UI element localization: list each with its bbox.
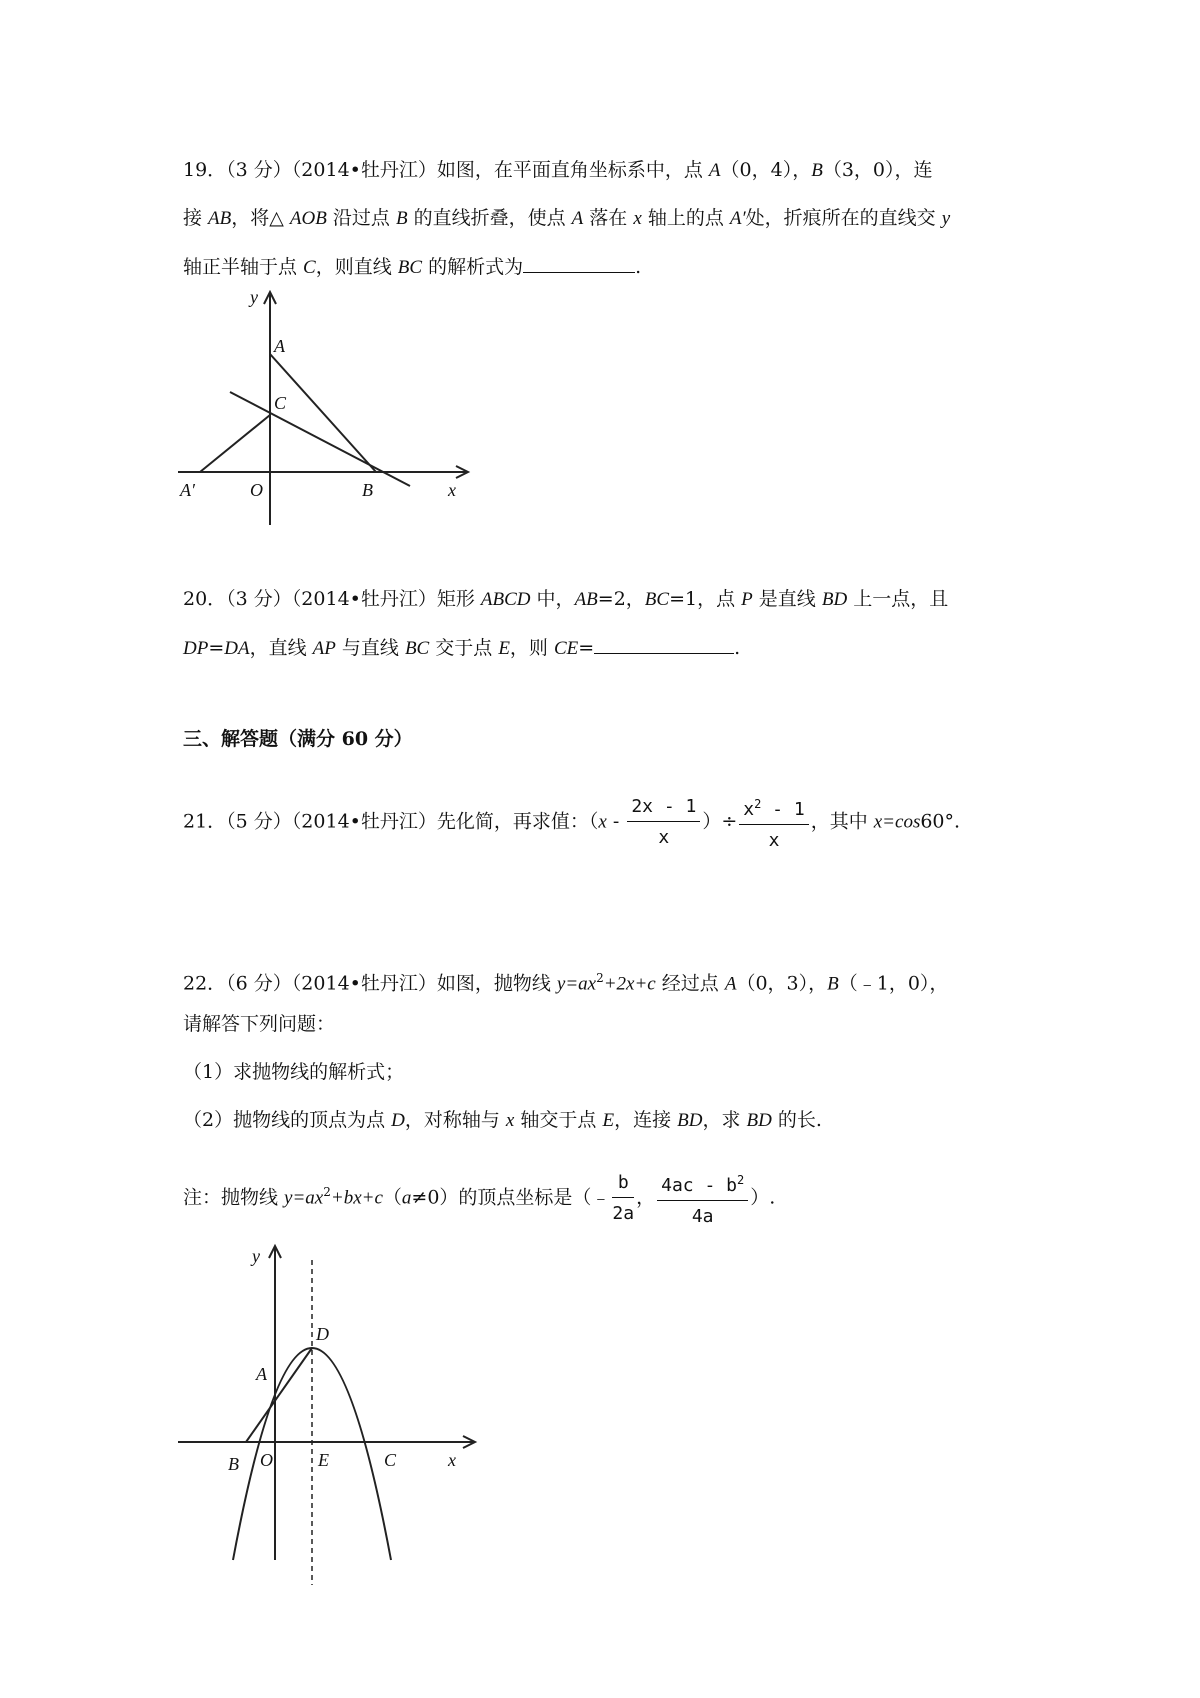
q22-line-1: 22．（6 分）（2014•牡丹江）如图，抛物线 $y=ax^2+2x+c$ 经过点 A（0，3），B（﹣1，0）， — [183, 971, 949, 995]
q22-part-1: （1）求抛物线的解析式； — [183, 1061, 405, 1083]
label-O: O — [260, 1450, 273, 1470]
segment-Aprime-C — [200, 415, 270, 472]
label-x: x — [448, 1450, 456, 1470]
label-A: A — [256, 1364, 267, 1384]
q19-line-2: 接 AB，将△ AOB 沿过点 B 的直线折叠，使点 A 落在 x 轴上的点 A′处，折痕所在的直线交 y — [183, 207, 951, 229]
q22-part-2: （2）抛物线的顶点为点 D，对称轴与 x 轴交于点 E，连接 BD，求 BD 的长. — [183, 1109, 822, 1131]
fraction-2: $\frac{x^2 - 1}{x}$ — [739, 792, 808, 853]
label-B: B — [228, 1454, 239, 1474]
label-E: E — [318, 1450, 329, 1470]
q19-line-1: 19．（3 分）（2014•牡丹江）如图，在平面直角坐标系中，点 A（0，4），B（3，0），连 — [183, 159, 933, 181]
q20-line-2: DP=DA，直线 AP 与直线 BC 交于点 E，则 CE= . — [183, 637, 741, 659]
segment-BD — [246, 1348, 312, 1442]
q19-line-3: 轴正半轴于点 C，则直线 BC 的解析式为 . — [183, 256, 642, 278]
label-C: C — [274, 393, 287, 413]
q19-figure — [178, 290, 478, 565]
q22-figure — [178, 1240, 488, 1595]
answer-blank[interactable] — [523, 254, 635, 273]
label-y: y — [250, 290, 258, 307]
label-D: D — [316, 1324, 329, 1344]
q20-line-1: 20．（3 分）（2014•牡丹江）矩形 ABCD 中，AB=2，BC=1，点 P 是直线 BD 上一点，且 — [183, 588, 949, 610]
label-A: A — [274, 336, 285, 356]
vertex-fraction-y: $\frac{4ac - b^2}{4a}$ — [657, 1168, 748, 1229]
label-Aprime: A′ — [180, 480, 195, 500]
label-O: O — [250, 480, 263, 500]
answer-blank[interactable] — [594, 635, 734, 654]
q22-line-2: 请解答下列问题： — [183, 1013, 336, 1035]
q22-note: 注：抛物线 $y=ax^2+bx+c(a\ne 0)$的顶点坐标是（﹣ $\frac{b}{2a}$ ， $\frac{4ac - b^2}{4a}$ ）. — [183, 1168, 775, 1229]
label-x: x — [448, 480, 456, 500]
vertex-fraction-x: $\frac{b}{2a}$ — [612, 1172, 635, 1224]
segment-AB — [270, 354, 376, 472]
label-C: C — [384, 1450, 397, 1470]
label-y: y — [252, 1246, 260, 1266]
label-B: B — [362, 480, 373, 500]
section-heading: 三、解答题（满分 60 分） — [183, 728, 413, 750]
fraction-1: $\frac{2x - 1}{x}$ — [627, 795, 700, 850]
q21-line: 21．（5 分）（2014•牡丹江）先化简，再求值：（x - $\frac{2x - 1}{x}$ ）÷ $\frac{x^2 - 1}{x}$ ，其中 x=cos60°. — [183, 792, 960, 853]
